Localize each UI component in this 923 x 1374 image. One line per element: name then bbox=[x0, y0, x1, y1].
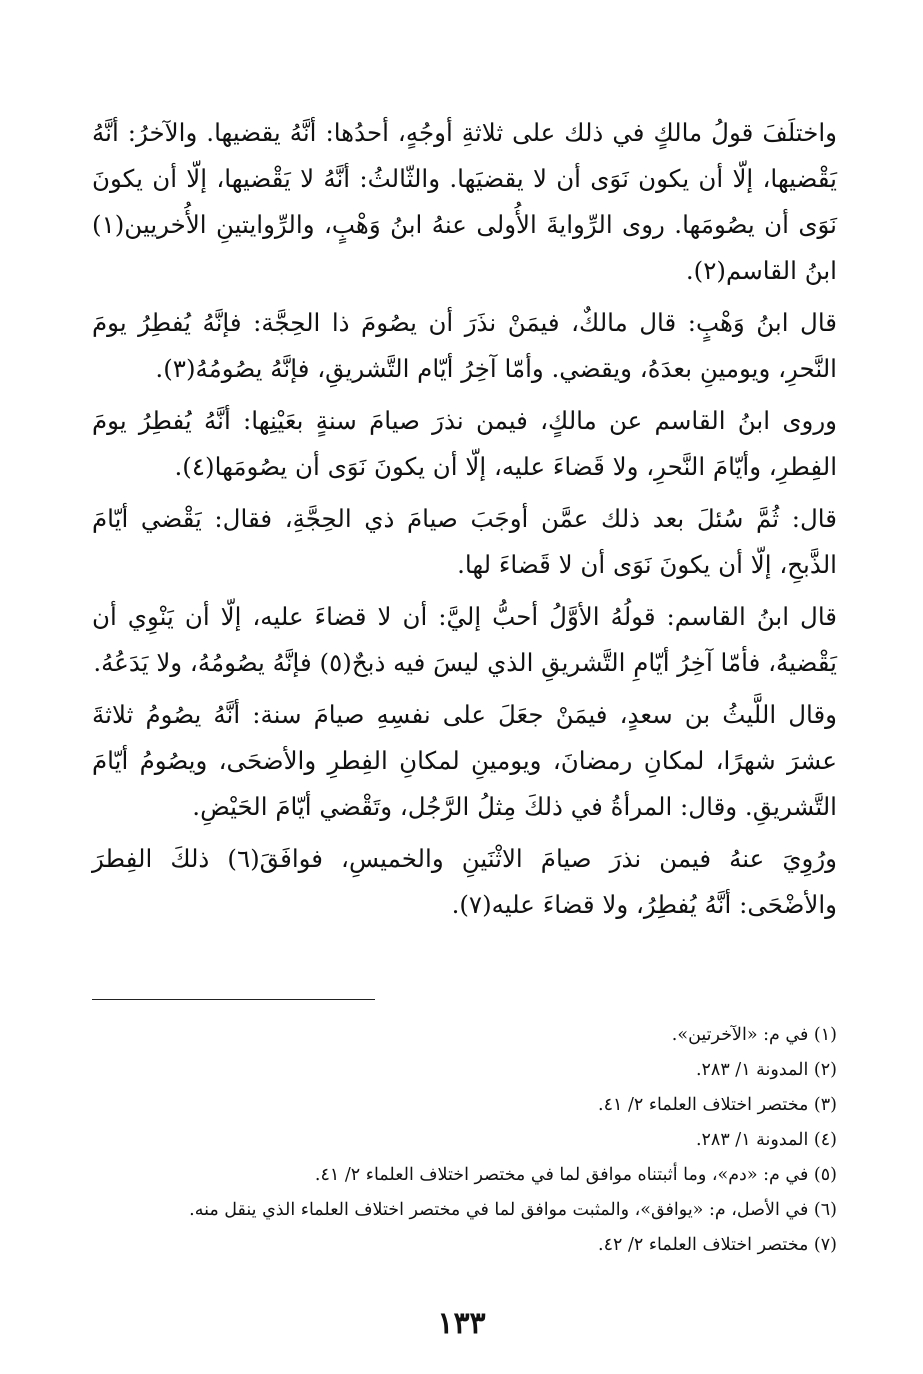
footnote: (٢) المدونة ١/ ٢٨٣. bbox=[695, 1060, 837, 1080]
page-number: ١٣٣ bbox=[437, 1306, 486, 1341]
paragraph: وروى ابنُ القاسم عن مالكٍ، فيمن نذرَ صيامَ سنةٍ بعَيْنِها: أنَّهُ يُفطِرُ يومَ الفِطرِ، وأيّامَ النَّحرِ، ولا قَضاءَ عليه، إلّا أن يكونَ نَوَى أن يصُومَها(٤). bbox=[92, 406, 837, 481]
paragraph: ورُوِيَ عنهُ فيمن نذرَ صيامَ الاثْنَينِ والخميسِ، فوافَقَ(٦) ذلكَ الفِطرَ والأضْحَى: أنَّهُ يُفطِرُ، ولا قضاءَ عليه(٧). bbox=[92, 844, 837, 919]
footnotes bbox=[92, 1018, 837, 1263]
footnote-separator bbox=[92, 999, 375, 1000]
main-text bbox=[92, 110, 837, 934]
paragraph: قال: ثُمَّ سُئلَ بعد ذلك عمَّن أوجَبَ صيامَ ذي الحِجَّةِ، فقال: يَقْضي أيّامَ الذَّبحِ، إلّا أن يكونَ نَوَى أن لا قَضاءَ لها. bbox=[92, 504, 837, 579]
footnote: (٣) مختصر اختلاف العلماء ٢/ ٤١. bbox=[597, 1095, 837, 1115]
paragraph: قال ابنُ وَهْبٍ: قال مالكٌ، فيمَنْ نذَرَ أن يصُومَ ذا الحِجَّة: فإنَّهُ يُفطِرُ يومَ النَّحرِ، ويومينِ بعدَهُ، ويقضي. وأمّا آخِرُ أيّام التَّشريقِ، فإنَّهُ يصُومُهُ(٣). bbox=[92, 308, 837, 383]
footnote: (٤) المدونة ١/ ٢٨٣. bbox=[695, 1130, 837, 1150]
paragraph: واختلَفَ قولُ مالكٍ في ذلك على ثلاثةِ أوجُهٍ، أحدُها: أنَّهُ يقضيها. والآخرُ: أنَّهُ يَقْضيها، إلّا أن يكون نَوَى أن لا يقضيَها. والثّالثُ: أنَّهُ لا يَقْضيها، إلّا أن يكونَ نَوَى أن يصُومَها. روى الرِّوايةَ الأُولى عنهُ ابنُ وَهْبٍ، والرِّوايتينِ الأُخريين(١) ابنُ القاسم(٢). bbox=[92, 118, 837, 285]
footnote: (٥) في م: «دم»، وما أثبتناه موافق لما في مختصر اختلاف العلماء ٢/ ٤١. bbox=[314, 1165, 837, 1185]
paragraph: وقال اللَّيثُ بن سعدٍ، فيمَنْ جعَلَ على نفسِهِ صيامَ سنة: أنَّهُ يصُومُ ثلاثةَ عشرَ شهرًا، لمكانِ رمضانَ، ويومينِ لمكانِ الفِطرِ والأضحَى، ويصُومُ أيّامَ التَّشريقِ. وقال: المرأةُ في ذلكَ مِثلُ الرَّجُل، وتَقْضي أيّامَ الحَيْضِ. bbox=[92, 700, 837, 821]
footnote: (٧) مختصر اختلاف العلماء ٢/ ٤٢. bbox=[597, 1235, 837, 1255]
paragraph: قال ابنُ القاسم: قولُهُ الأوَّلُ أحبُّ إليَّ: أن لا قضاءَ عليه، إلّا أن يَنْوِي أن يَقْضيهُ، فأمّا آخِرُ أيّامِ التَّشريقِ الذي ليسَ فيه ذبحٌ(٥) فإنَّهُ يصُومُهُ، ولا يَدَعُهُ. bbox=[92, 602, 837, 677]
footnote: (٦) في الأصل، م: «يوافق»، والمثبت موافق لما في مختصر اختلاف العلماء الذي ينقل منه. bbox=[189, 1200, 837, 1220]
footnote: (١) في م: «الآخرتين». bbox=[671, 1025, 837, 1045]
